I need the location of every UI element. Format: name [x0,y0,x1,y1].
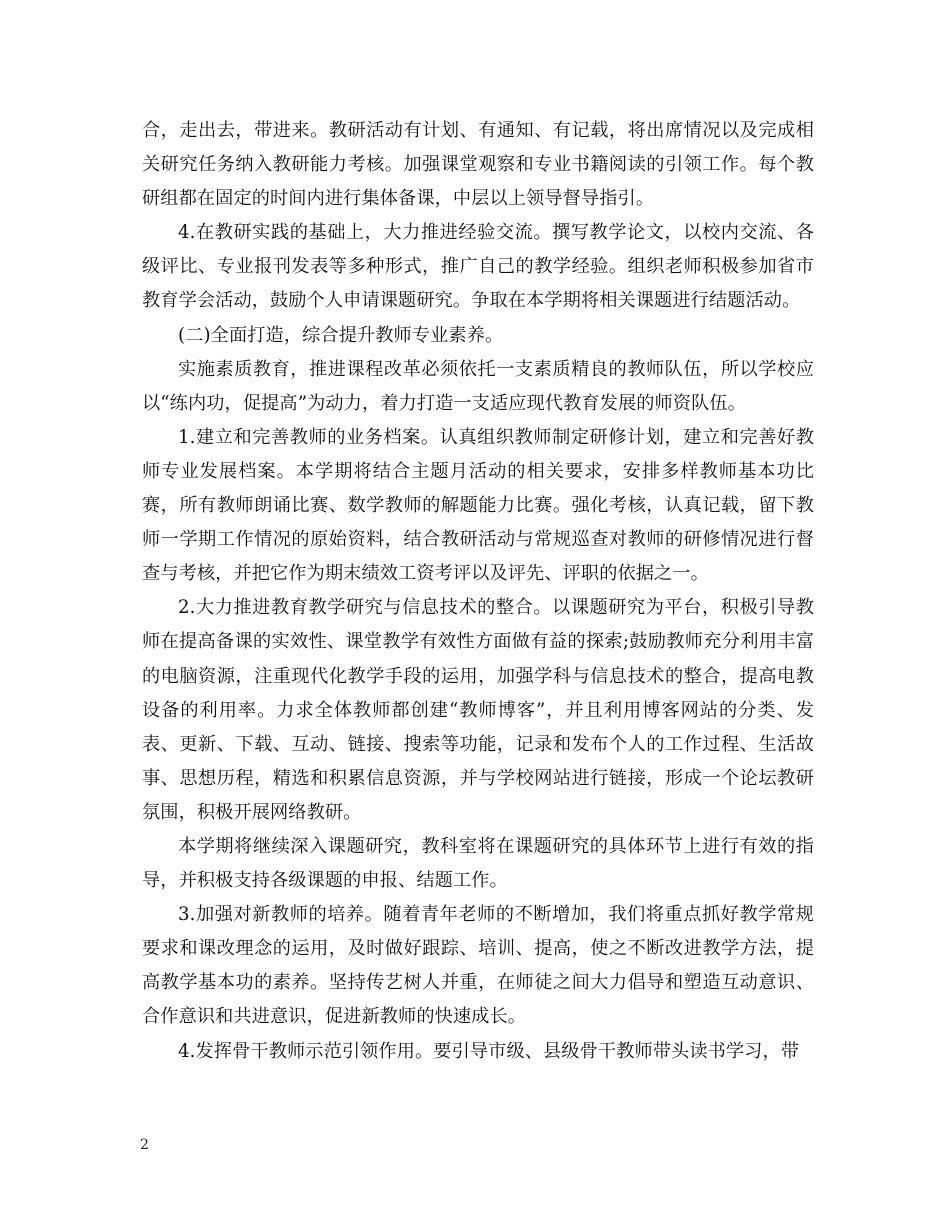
paragraph-6: 本学期将继续深入课题研究，教科室将在课题研究的具体环节上进行有效的指导，并积极支持各级课题的申报、结题工作。 [142,835,814,892]
paragraph-3: 实施素质教育，推进课程改革必须依托一支素质精良的教师队伍，所以学校应以“练内功，促提高”为动力，着力打造一支适应现代教育发展的师资队伍。 [142,358,814,414]
paragraph-5: 2.大力推进教育教学研究与信息技术的整合。以课题研究为平台，积极引导教师在提高备课的实效性、课堂教学有效性方面做有益的探索;鼓励教师充分利用丰富的电脑资源，注重现代化教学手段的运用，加强学科与信息技术的整合，提高电教设备的利用率。力求全体教师都创建“教师博客”，并且利用博客网站的分类、发表、更新、下载、互动、链接、搜索等功能，记录和发布个人的工作过程、生活故事、思想历程，精选和积累信息资源，并与学校网站进行链接，形成一个论坛教研氛围，积极开展网络教研。 [142,597,814,823]
paragraph-2: 4.在教研实践的基础上，大力推进经验交流。撰写教学论文，以校内交流、各级评比、专业报刊发表等多种形式，推广自己的教学经验。组织老师积极参加省市教育学会活动，鼓励个人申请课题研究。争取在本学期将相关课题进行结题活动。 [142,222,814,312]
paragraph-7: 3.加强对新教师的培养。随着青年老师的不断增加，我们将重点抓好教学常规要求和课改理念的运用，及时做好跟踪、培训、提高，使之不断改进教学方法，提高教学基本功的素养。坚持传艺树人并重，在师徒之间大力倡导和塑造互动意识、合作意识和共进意识，促进新教师的快速成长。 [142,904,814,1028]
section-heading: (二)全面打造，综合提升教师专业素养。 [178,324,504,346]
page-number: 2 [140,1137,149,1153]
page-body [142,114,814,1069]
paragraph-1: 合，走出去，带进来。教研活动有计划、有通知、有记载，将出席情况以及完成相关研究任务纳入教研能力考核。加强课堂观察和专业书籍阅读的引领工作。每个教研组都在固定的时间内进行集体备课，中层以上领导督导指引。 [142,120,814,210]
paragraph-8: 4.发挥骨干教师示范引领作用。要引导市级、县级骨干教师带头读书学习，带 [178,1040,800,1062]
paragraph-4: 1.建立和完善教师的业务档案。认真组织教师制定研修计划，建立和完善好教师专业发展档案。本学期将结合主题月活动的相关要求，安排多样教师基本功比赛，所有教师朗诵比赛、数学教师的解题能力比赛。强化考核，认真记载，留下教师一学期工作情况的原始资料，结合教研活动与常规巡查对教师的研修情况进行督查与考核，并把它作为期末绩效工资考评以及评先、评职的依据之一。 [142,426,814,585]
